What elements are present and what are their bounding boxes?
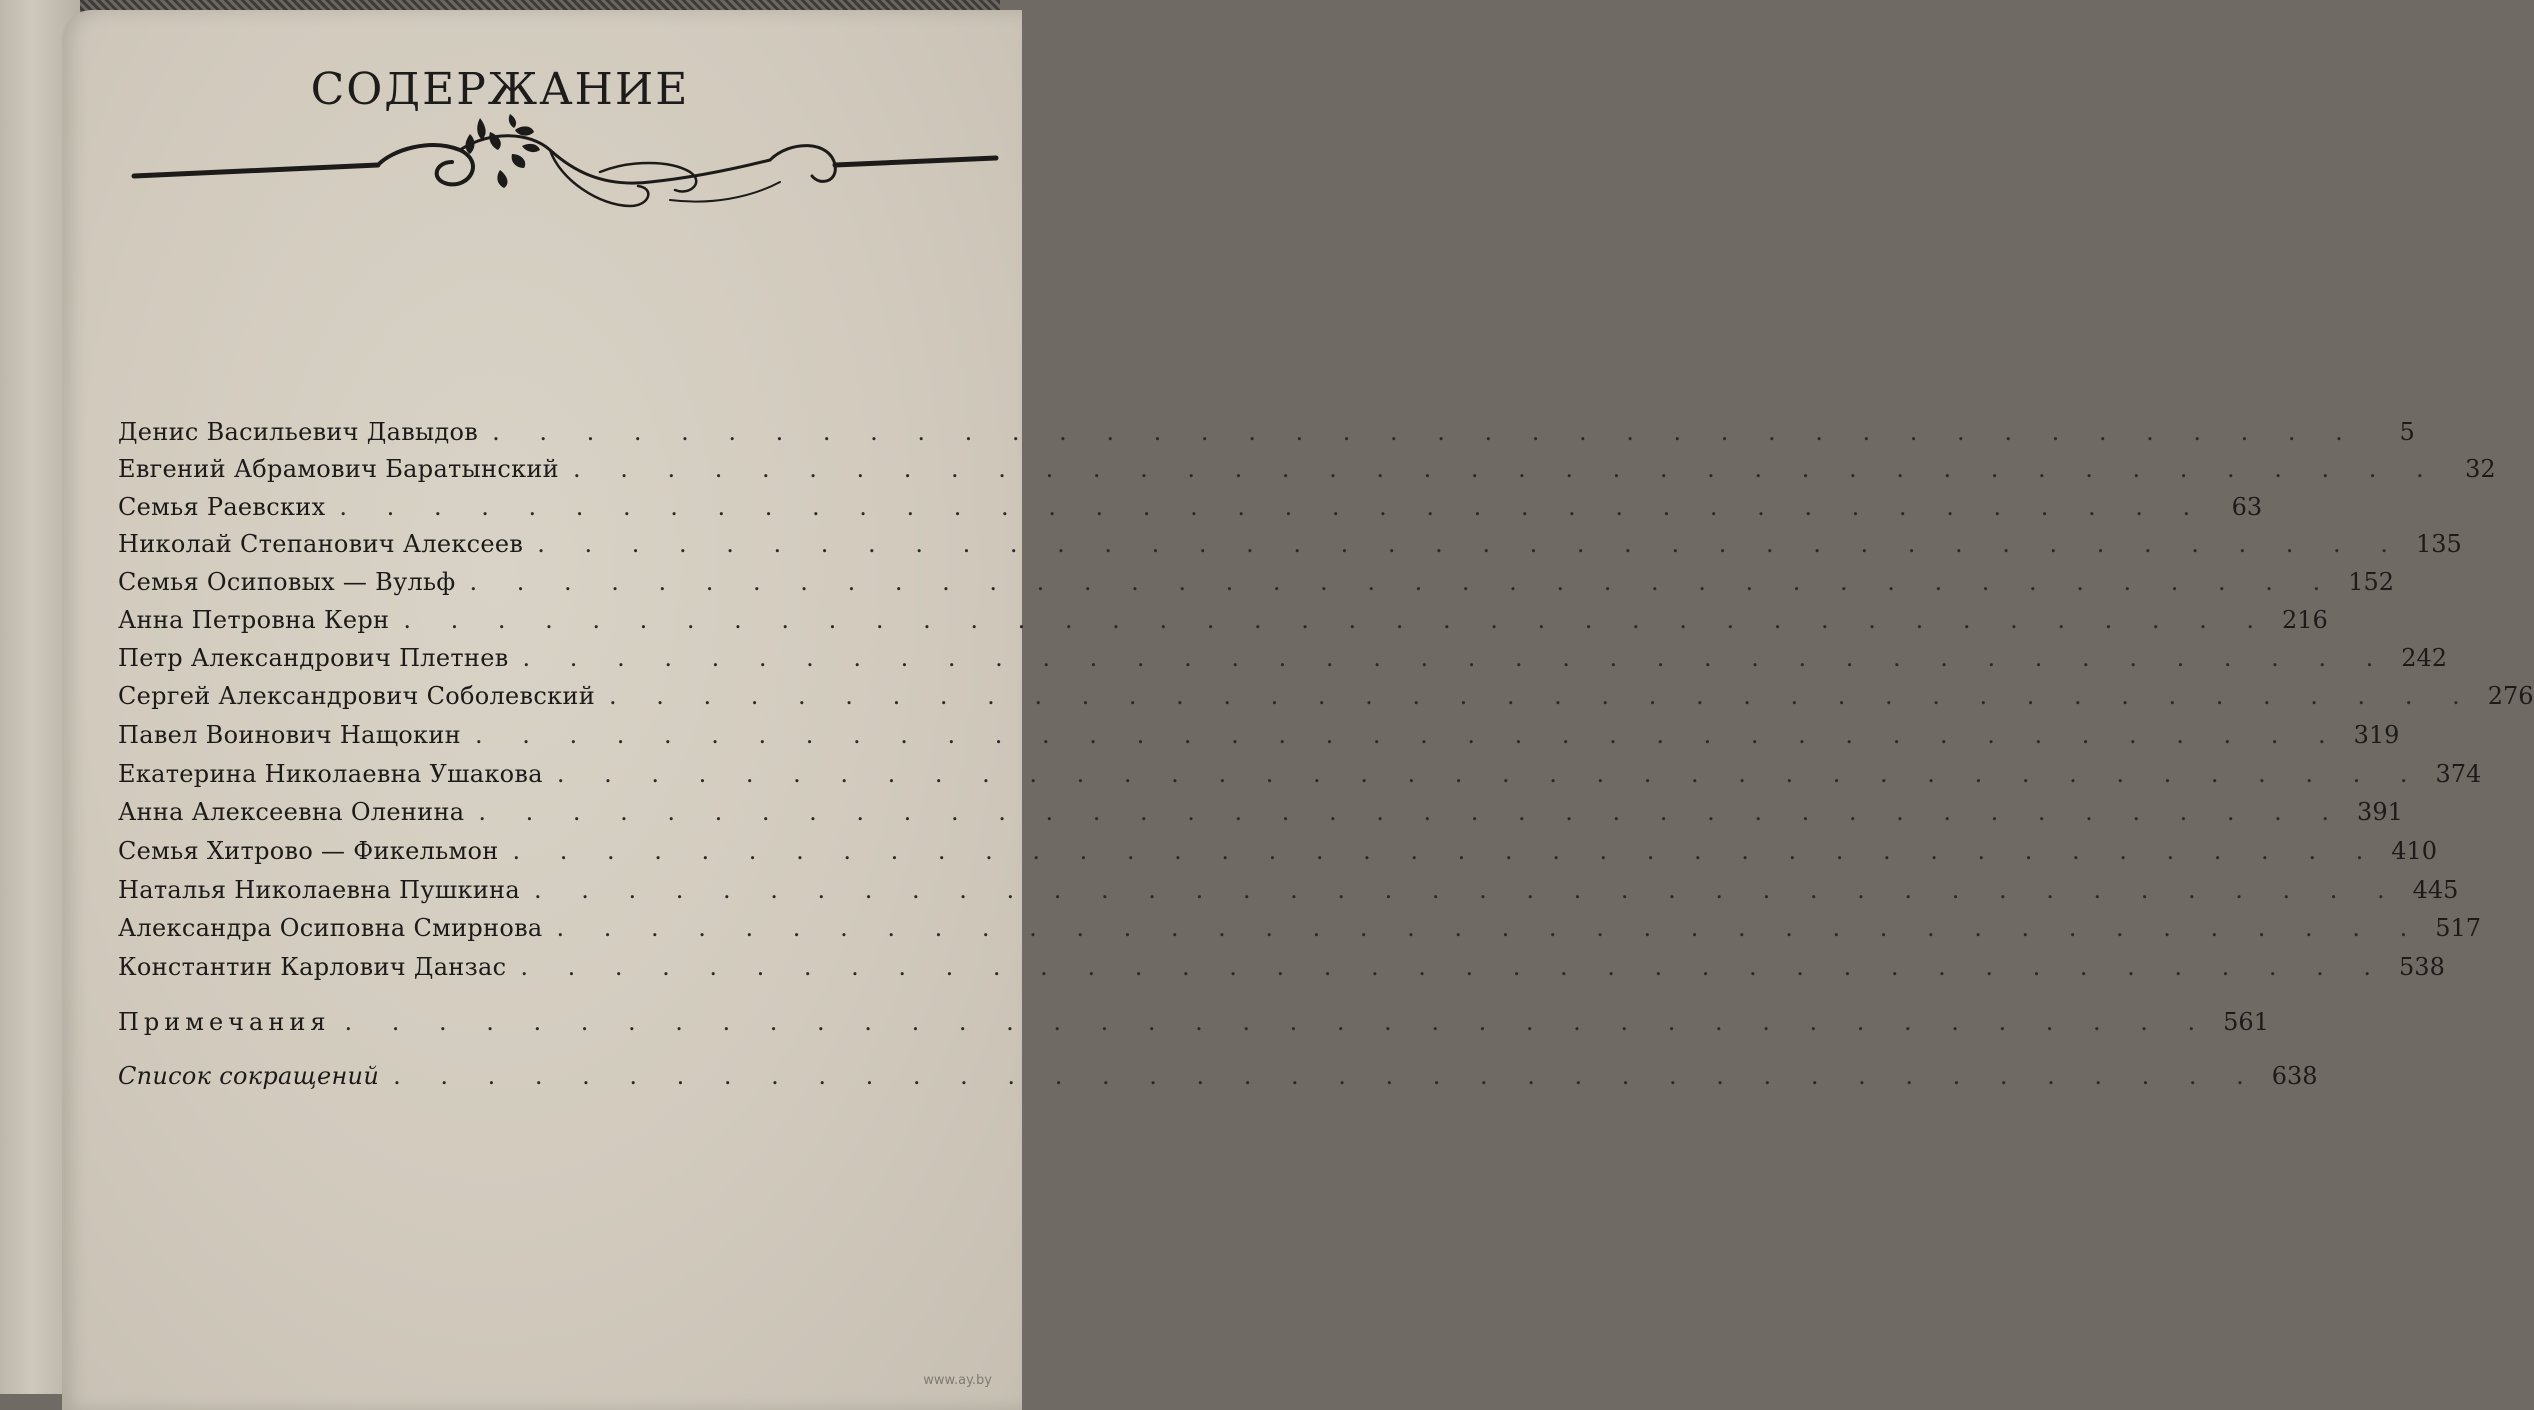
toc-entry-title: Семья Раевских: [118, 493, 326, 521]
dot-leader: . . . . . . . . . . . . . . . . . . . . . . . . . . . . . . . . . . . . . . . .: [492, 418, 2359, 446]
dot-leader: . . . . . . . . . . . . . . . . . . . . . . . . . . . . . . . . . . . . . . . .: [533, 876, 2401, 904]
toc-entry-page: 5: [2399, 418, 2415, 446]
toc-entry-title: Сергей Александрович Соболевский: [118, 682, 596, 710]
toc-entry-page: 391: [2357, 798, 2403, 826]
toc-entry-title: Александра Осиповна Смирнова: [118, 914, 543, 942]
toc-entry[interactable]: [118, 914, 2482, 950]
dot-leader: . . . . . . . . . . . . . . . . . . . . . . . . . . . . . . . . . . . . . . . .: [339, 493, 2207, 521]
toc-entry[interactable]: [118, 418, 2415, 454]
toc-entry-page: 410: [2391, 837, 2438, 865]
toc-entry-title: Список сокращений: [118, 1062, 380, 1090]
toc-entry[interactable]: [118, 644, 2448, 680]
toc-entry-page: 319: [2353, 721, 2400, 749]
dot-leader: . . . . . . . . . . . . . . . . . . . . . . . . . . . . . . . . . . . . . . . .: [393, 1062, 2260, 1090]
toc-entry[interactable]: [118, 837, 2438, 873]
toc-entry-title: Константин Карлович Данзас: [118, 953, 507, 981]
dot-leader: . . . . . . . . . . . . . . . . . . . . . . . . . . . . . . . . . . . . . . . .: [474, 721, 2342, 749]
dot-leader: . . . . . . . . . . . . . . . . . . . . . . . . . . . . . . . . . . . . . . . .: [520, 953, 2388, 981]
toc-entry-title: Петр Александрович Плетнев: [118, 644, 509, 672]
dot-leader: . . . . . . . . . . . . . . . . . . . . . . . . . . . . . . . . . . . . . . . .: [556, 914, 2424, 942]
toc-entry-page: 638: [2271, 1062, 2318, 1090]
dot-leader: . . . . . . . . . . . . . . . . . . . . . . . . . . . . . . . . . . . . . . . .: [469, 568, 2337, 596]
dot-leader: . . . . . . . . . . . . . . . . . . . . . . . . . . . . . . . . . . . . . . . .: [537, 530, 2404, 558]
toc-entry-page: 63: [2231, 493, 2263, 521]
toc-entry[interactable]: [118, 798, 2403, 834]
toc-entry[interactable]: [118, 721, 2400, 757]
toc-entry-page: 216: [2282, 606, 2328, 634]
dot-leader: . . . . . . . . . . . . . . . . . . . . . . . . . . . . . . . . . . . . . . . .: [478, 798, 2346, 826]
toc-entry-title: Денис Васильевич Давыдов: [118, 418, 479, 446]
dot-leader: . . . . . . . . . . . . . . . . . . . . . . . . . . . . . . . . . . . . . . . .: [572, 455, 2440, 483]
toc-entry-title: Екатерина Николаевна Ушакова: [118, 760, 543, 788]
dot-leader: . . . . . . . . . . . . . . . . . . . . . . . . . . . . . . . . . . . . . . . .: [522, 644, 2390, 672]
toc-entry-page: 374: [2435, 760, 2482, 788]
toc-entry-title: Анна Алексеевна Оленина: [118, 798, 465, 826]
toc-entry-title: Николай Степанович Алексеев: [118, 530, 524, 558]
toc-entry-page: 561: [2223, 1008, 2269, 1036]
site-watermark: www.ay.by: [923, 1373, 992, 1388]
toc-entry-title: Павел Воинович Нащокин: [118, 721, 461, 749]
toc-entry-title: Семья Хитрово — Фикельмон: [118, 837, 499, 865]
toc-entry-title: Евгений Абрамович Баратынский: [118, 455, 559, 483]
toc-entry-page: 517: [2435, 914, 2482, 942]
dot-leader: . . . . . . . . . . . . . . . . . . . . . . . . . . . . . . . . . . . . . . . .: [512, 837, 2380, 865]
dot-leader: . . . . . . . . . . . . . . . . . . . . . . . . . . . . . . . . . . . . . . . .: [344, 1008, 2212, 1036]
toc-entry-title: Наталья Николаевна Пушкина: [118, 876, 520, 904]
toc-entry-page: 242: [2401, 644, 2448, 672]
toc-entry[interactable]: [118, 876, 2459, 912]
toc-entry-title: Анна Петровна Керн: [118, 606, 390, 634]
toc-entry[interactable]: [118, 493, 2263, 529]
toc-entry-page: 135: [2415, 530, 2462, 558]
dot-leader: . . . . . . . . . . . . . . . . . . . . . . . . . . . . . . . . . . . . . . . .: [609, 682, 2476, 710]
toc-entry-title: Семья Осиповых — Вульф: [118, 568, 456, 596]
toc-entry-title: Примечания: [118, 1008, 331, 1036]
toc-entry[interactable]: [118, 760, 2482, 796]
toc-entry[interactable]: [118, 530, 2462, 566]
toc-entry-page: 445: [2412, 876, 2459, 904]
toc-entry-page: 276: [2487, 682, 2534, 710]
toc-entry[interactable]: [118, 953, 2445, 989]
contents-heading: СОДЕРЖАНИЕ: [310, 64, 690, 115]
toc-entry-page: 152: [2348, 568, 2394, 596]
toc-entry-notes[interactable]: [118, 1008, 2269, 1044]
toc-entry[interactable]: [118, 682, 2534, 718]
toc-entry[interactable]: [118, 455, 2496, 491]
dot-leader: . . . . . . . . . . . . . . . . . . . . . . . . . . . . . . . . . . . . . . . .: [556, 760, 2424, 788]
toc-entry-page: 32: [2465, 455, 2496, 483]
dot-leader: . . . . . . . . . . . . . . . . . . . . . . . . . . . . . . . . . . . . . . . .: [403, 606, 2270, 634]
toc-entry-abbreviations[interactable]: [118, 1062, 2318, 1098]
toc-entry[interactable]: [118, 606, 2328, 642]
toc-entry[interactable]: [118, 568, 2394, 604]
toc-entry-page: 538: [2399, 953, 2445, 981]
